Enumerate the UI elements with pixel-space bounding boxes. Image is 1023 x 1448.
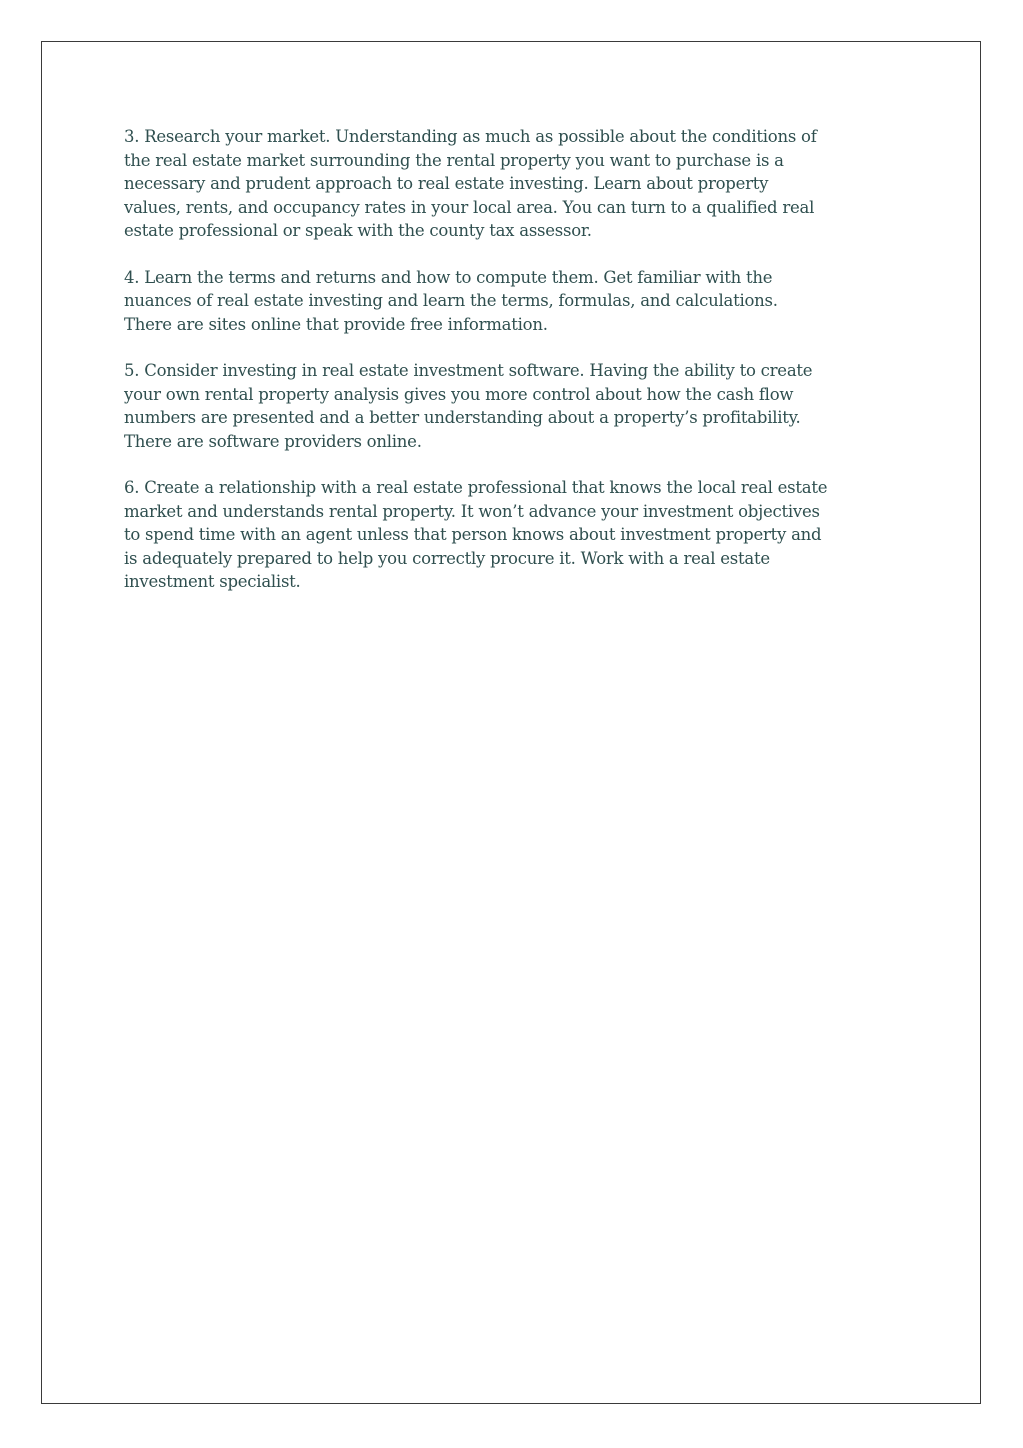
paragraph-line: nuances of real estate investing and learn the terms, formulas, and calculations. bbox=[124, 291, 778, 310]
document-page bbox=[41, 41, 981, 1404]
paragraph-investment-software bbox=[124, 359, 904, 453]
paragraph-line: values, rents, and occupancy rates in your local area. You can turn to a qualified real bbox=[124, 197, 815, 217]
paragraph-line: your own rental property analysis gives you more control about how the cash flow bbox=[124, 384, 794, 404]
paragraph-line: to spend time with an agent unless that person knows about investment property and bbox=[124, 525, 822, 544]
paragraph-line: 3. Research your market. Understanding as much as possible about the conditions of bbox=[124, 127, 817, 146]
paragraph-learn-terms bbox=[124, 266, 904, 337]
page-content bbox=[124, 125, 904, 617]
paragraph-line: market and understands rental property. It won’t advance your investment objectives bbox=[124, 501, 820, 521]
paragraph-line: There are sites online that provide free information. bbox=[124, 314, 548, 334]
paragraph-line: 6. Create a relationship with a real estate professional that knows the local real estate bbox=[124, 478, 828, 497]
paragraph-line: is adequately prepared to help you correctly procure it. Work with a real estate bbox=[124, 548, 770, 568]
paragraph-real-estate-professional bbox=[124, 476, 904, 594]
paragraph-line: There are software providers online. bbox=[124, 431, 422, 451]
paragraph-line: 5. Consider investing in real estate investment software. Having the ability to create bbox=[124, 361, 813, 380]
paragraph-line: necessary and prudent approach to real estate investing. Learn about property bbox=[124, 174, 769, 193]
paragraph-research-market bbox=[124, 125, 904, 243]
paragraph-line: the real estate market surrounding the rental property you want to purchase is a bbox=[124, 150, 784, 170]
paragraph-line: 4. Learn the terms and returns and how to compute them. Get familiar with the bbox=[124, 267, 773, 287]
paragraph-line: estate professional or speak with the county tax assessor. bbox=[124, 221, 592, 240]
paragraph-line: investment specialist. bbox=[124, 572, 301, 591]
paragraph-line: numbers are presented and a better understanding about a property’s profitability. bbox=[124, 408, 801, 427]
